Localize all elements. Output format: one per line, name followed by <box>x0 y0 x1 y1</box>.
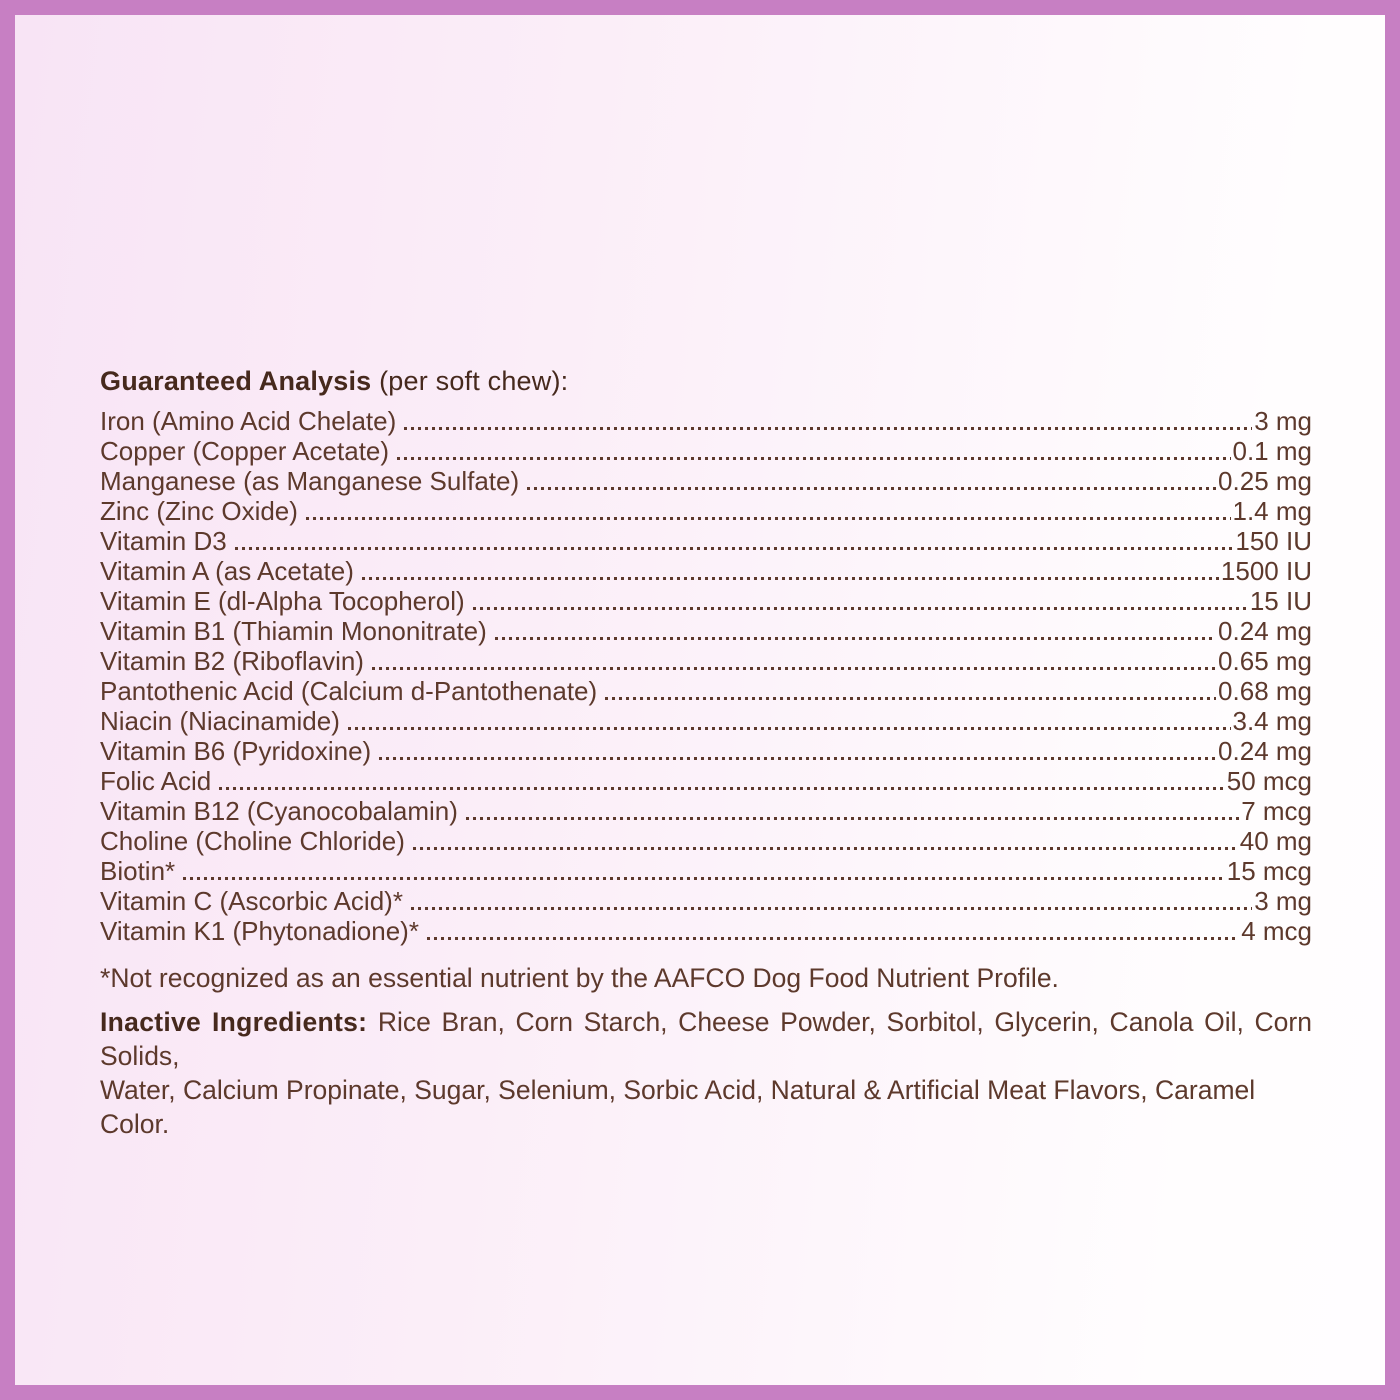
nutrient-name: Vitamin K1 (Phytonadione)* <box>100 916 419 946</box>
nutrient-value: 3 mg <box>1254 406 1312 436</box>
nutrient-name: Vitamin C (Ascorbic Acid)* <box>100 886 403 916</box>
dotted-leader <box>397 457 1230 460</box>
nutrient-value: 0.24 mg <box>1218 736 1312 766</box>
dotted-leader <box>183 877 1225 880</box>
nutrient-value: 50 mcg <box>1226 766 1312 796</box>
nutrient-value: 4 mcg <box>1241 916 1312 946</box>
inactive-ingredients-heading: Inactive Ingredients: <box>100 1007 368 1037</box>
nutrient-value: 0.25 mg <box>1218 466 1312 496</box>
dotted-leader <box>348 727 1231 730</box>
nutrient-row <box>100 916 1312 946</box>
nutrient-row <box>100 496 1312 526</box>
analysis-heading <box>100 365 1312 397</box>
nutrient-list <box>100 406 1312 946</box>
nutrient-name: Vitamin B2 (Riboflavin) <box>100 646 364 676</box>
dotted-leader <box>466 817 1239 820</box>
nutrient-row <box>100 406 1312 436</box>
nutrient-value: 0.1 mg <box>1232 436 1312 466</box>
nutrient-name: Copper (Copper Acetate) <box>100 436 390 466</box>
nutrient-name: Vitamin E (dl-Alpha Tocopherol) <box>100 586 465 616</box>
nutrient-row <box>100 466 1312 496</box>
nutrient-value: 7 mcg <box>1241 796 1312 826</box>
dotted-leader <box>362 577 1219 580</box>
dotted-leader <box>219 787 1224 790</box>
dotted-leader <box>306 517 1231 520</box>
nutrient-name: Zinc (Zinc Oxide) <box>100 496 298 526</box>
inactive-ingredients-line1 <box>100 1005 1312 1073</box>
nutrient-value: 0.68 mg <box>1218 676 1312 706</box>
dotted-leader <box>527 487 1216 490</box>
nutrient-row <box>100 736 1312 766</box>
nutrient-value: 150 IU <box>1235 526 1312 556</box>
nutrient-value: 1.4 mg <box>1232 496 1312 526</box>
nutrient-value: 0.24 mg <box>1218 616 1312 646</box>
nutrient-value: 40 mg <box>1239 826 1312 856</box>
nutrient-name: Pantothenic Acid (Calcium d-Pantothenate) <box>100 676 598 706</box>
nutrient-row <box>100 616 1312 646</box>
nutrient-row <box>100 826 1312 856</box>
guaranteed-analysis-panel <box>100 365 1312 1141</box>
label-background <box>15 15 1385 1385</box>
nutrient-row <box>100 436 1312 466</box>
nutrient-value: 15 IU <box>1249 586 1312 616</box>
nutrient-name: Vitamin B6 (Pyridoxine) <box>100 736 372 766</box>
nutrient-name: Vitamin D3 <box>100 526 227 556</box>
nutrient-row <box>100 586 1312 616</box>
nutrient-row <box>100 886 1312 916</box>
nutrient-row <box>100 706 1312 736</box>
dotted-leader <box>427 937 1239 940</box>
nutrient-name: Choline (Choline Chloride) <box>100 826 405 856</box>
dotted-leader <box>473 607 1248 610</box>
nutrient-value: 0.65 mg <box>1218 646 1312 676</box>
nutrient-name: Vitamin A (as Acetate) <box>100 556 354 586</box>
dotted-leader <box>495 637 1216 640</box>
analysis-heading-suffix: (per soft chew): <box>371 366 569 396</box>
nutrient-value: 3 mg <box>1254 886 1312 916</box>
nutrient-row <box>100 856 1312 886</box>
dotted-leader <box>379 757 1216 760</box>
nutrient-name: Biotin* <box>100 856 176 886</box>
nutrient-row <box>100 556 1312 586</box>
nutrient-name: Niacin (Niacinamide) <box>100 706 340 736</box>
nutrient-name: Manganese (as Manganese Sulfate) <box>100 466 520 496</box>
dotted-leader <box>404 427 1252 430</box>
nutrient-name: Folic Acid <box>100 766 212 796</box>
inactive-ingredients-text1: Rice Bran, Corn Starch, Cheese Powder, Sorbitol, Glycerin, Canola Oil, Corn Solids, <box>100 1007 1312 1071</box>
nutrient-row <box>100 676 1312 706</box>
dotted-leader <box>413 847 1238 850</box>
dotted-leader <box>605 697 1216 700</box>
nutrient-name: Vitamin B1 (Thiamin Mononitrate) <box>100 616 487 646</box>
inactive-ingredients <box>100 1005 1312 1141</box>
nutrient-row <box>100 526 1312 556</box>
nutrient-name: Vitamin B12 (Cyanocobalamin) <box>100 796 458 826</box>
dotted-leader <box>372 667 1216 670</box>
aafco-footnote: *Not recognized as an essential nutrient by the AAFCO Dog Food Nutrient Profile. <box>100 963 1059 993</box>
nutrient-value: 3.4 mg <box>1232 706 1312 736</box>
nutrient-name: Iron (Amino Acid Chelate) <box>100 406 397 436</box>
nutrient-row <box>100 766 1312 796</box>
nutrient-row <box>100 796 1312 826</box>
analysis-heading-bold: Guaranteed Analysis <box>100 366 372 396</box>
nutrient-row <box>100 646 1312 676</box>
dotted-leader <box>235 547 1234 550</box>
nutrient-value: 1500 IU <box>1220 556 1312 586</box>
nutrient-value: 15 mcg <box>1226 856 1312 886</box>
dotted-leader <box>411 907 1252 910</box>
inactive-ingredients-line2: Water, Calcium Propinate, Sugar, Selenium, Sorbic Acid, Natural & Artificial Meat Flavors, Caramel Color. <box>100 1075 1256 1139</box>
